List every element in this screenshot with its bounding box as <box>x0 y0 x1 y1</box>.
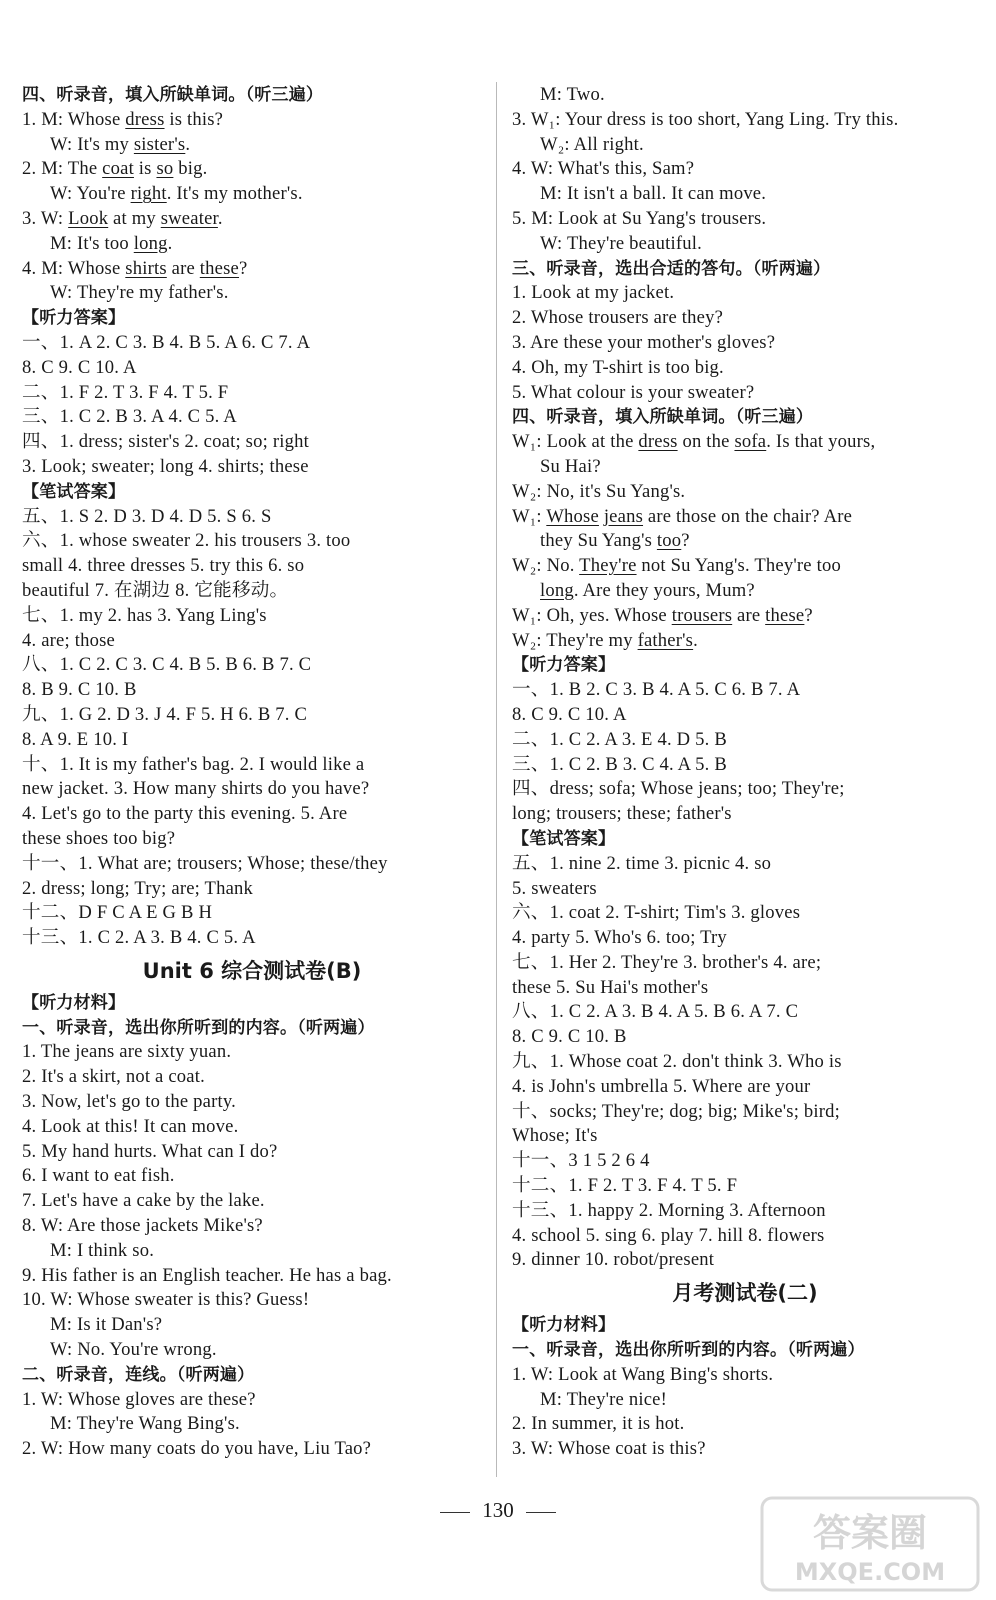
text-line: 十三、1. C 2. A 3. B 4. C 5. A <box>22 927 256 949</box>
text-line: 二、1. F 2. T 3. F 4. T 5. F <box>22 381 229 403</box>
text-line: 3. W₁: Your dress is too short, Yang Ling. Try this. <box>512 108 899 130</box>
text-line: 十一、1. What are; trousers; Whose; these/they <box>22 852 388 874</box>
text-line: 4. school 5. sing 6. play 7. hill 8. flowers <box>512 1224 825 1246</box>
text-line: 六、1. coat 2. T-shirt; Tim's 3. gloves <box>512 902 801 924</box>
text-line: 4. M: Whose shirts are these? <box>22 257 248 279</box>
text-line: 7. Let's have a cake by the lake. <box>22 1190 265 1212</box>
text-line: 1. The jeans are sixty yuan. <box>22 1041 232 1063</box>
text-line: W₂: No. They're not Su Yang's. They're too <box>512 555 841 577</box>
text-line: Su Hai? <box>540 455 601 477</box>
text-line: 8. A 9. E 10. I <box>22 728 129 750</box>
text-line: 4. Let's go to the party this evening. 5. Are <box>22 803 348 825</box>
section-heading: 月考测试卷(二) <box>672 1281 818 1306</box>
text-line: W₁: Whose jeans are those on the chair? Are <box>512 505 853 527</box>
text-line: 九、1. Whose coat 2. don't think 3. Who is <box>512 1051 842 1073</box>
text-line: 2. W: How many coats do you have, Liu Tao? <box>22 1438 372 1460</box>
text-line: M: I think so. <box>50 1239 155 1261</box>
watermark-logo <box>760 1496 980 1592</box>
text-line: W: You're right. It's my mother's. <box>50 183 303 205</box>
text-line: W₁: Oh, yes. Whose trousers are these? <box>512 604 813 626</box>
section-label: 【笔试答案】 <box>512 828 616 849</box>
text-line: 1. Look at my jacket. <box>512 282 675 304</box>
section-label: 四、听录音，填入所缺单词。（听三遍） <box>512 407 814 428</box>
text-line: 8. C 9. C 10. B <box>512 1026 627 1048</box>
text-line: 5. sweaters <box>512 877 597 899</box>
text-line: beautiful 7. 在湖边 8. 它能移动。 <box>22 579 289 601</box>
text-line: 一、1. B 2. C 3. B 4. A 5. C 6. B 7. A <box>512 679 801 701</box>
text-line: 四、dress; sofa; Whose jeans; too; They're; <box>512 778 845 800</box>
page-dash-left <box>440 1512 470 1513</box>
text-line: 九、1. G 2. D 3. J 4. F 5. H 6. B 7. C <box>22 703 308 725</box>
text-line: 10. W: Whose sweater is this? Guess! <box>22 1289 310 1311</box>
text-line: 八、1. C 2. C 3. C 4. B 5. B 6. B 7. C <box>22 654 312 676</box>
text-line: 4. is John's umbrella 5. Where are your <box>512 1075 811 1097</box>
text-line: 3. Now, let's go to the party. <box>22 1091 237 1113</box>
text-line: Whose; It's <box>512 1125 598 1147</box>
text-line: M: They're Wang Bing's. <box>50 1413 240 1435</box>
text-line: 十三、1. happy 2. Morning 3. Afternoon <box>512 1199 826 1221</box>
text-line: 4. are; those <box>22 629 115 651</box>
text-line: W₂: No, it's Su Yang's. <box>512 480 686 502</box>
text-line: W: It's my sister's. <box>50 133 191 155</box>
page-number-text: 130 <box>482 1498 514 1522</box>
text-line: W: They're beautiful. <box>540 232 702 254</box>
text-line: 4. Oh, my T-shirt is too big. <box>512 356 724 378</box>
page-dash-right <box>526 1512 556 1513</box>
text-line: 3. W: Look at my sweater. <box>22 207 223 229</box>
watermark-text-cn: 答案圈 <box>812 1511 928 1555</box>
text-line: 2. It's a skirt, not a coat. <box>22 1066 205 1088</box>
text-line: 8. C 9. C 10. A <box>512 703 627 725</box>
text-line: M: Is it Dan's? <box>50 1314 163 1336</box>
text-line: 8. B 9. C 10. B <box>22 679 137 701</box>
text-line: 十一、3 1 5 2 6 4 <box>512 1150 650 1172</box>
text-line: 1. W: Look at Wang Bing's shorts. <box>512 1363 774 1385</box>
right-column <box>512 83 978 1462</box>
text-line: W₂: They're my father's. <box>512 629 698 651</box>
text-line: 2. Whose trousers are they? <box>512 307 724 329</box>
text-line: they Su Yang's too? <box>540 530 690 552</box>
text-line: these shoes too big? <box>22 827 176 849</box>
text-line: new jacket. 3. How many shirts do you have? <box>22 778 370 800</box>
text-line: M: Two. <box>540 84 605 105</box>
text-line: 3. W: Whose coat is this? <box>512 1438 706 1460</box>
text-line: 三、1. C 2. B 3. C 4. A 5. B <box>512 753 727 775</box>
text-line: 4. W: What's this, Sam? <box>512 158 695 180</box>
text-line: 8. C 9. C 10. A <box>22 356 137 378</box>
section-heading: Unit 6 综合测试卷(B) <box>142 958 362 983</box>
text-line: 2. dress; long; Try; are; Thank <box>22 877 254 899</box>
section-label: 三、听录音，选出合适的答句。（听两遍） <box>512 258 831 279</box>
watermark-text-en: MXQE.COM <box>794 1558 946 1586</box>
text-line: 二、1. C 2. A 3. E 4. D 5. B <box>512 728 727 750</box>
text-line: W: They're my father's. <box>50 282 229 304</box>
section-label: 【笔试答案】 <box>22 481 126 502</box>
text-line: W₁: Look at the dress on the sofa. Is that yours, <box>512 431 876 453</box>
text-line: 一、1. A 2. C 3. B 4. B 5. A 6. C 7. A <box>22 331 311 353</box>
text-line: 9. His father is an English teacher. He has a bag. <box>22 1264 392 1286</box>
section-label: 【听力材料】 <box>512 1315 616 1336</box>
text-line: 五、1. nine 2. time 3. picnic 4. so <box>512 852 772 874</box>
text-line: 五、1. S 2. D 3. D 4. D 5. S 6. S <box>22 505 272 527</box>
text-line: 5. M: Look at Su Yang's trousers. <box>512 207 767 229</box>
column-divider <box>496 82 497 1477</box>
text-line: 七、1. Her 2. They're 3. brother's 4. are; <box>512 951 822 973</box>
section-label: 一、听录音，选出你所听到的内容。（听两遍） <box>512 1340 865 1361</box>
text-line: 十、1. It is my father's bag. 2. I would like a <box>22 753 365 775</box>
text-line: W₂: All right. <box>540 133 644 155</box>
text-line: long; trousers; these; father's <box>512 803 732 825</box>
text-line: 5. My hand hurts. What can I do? <box>22 1140 278 1162</box>
text-line: W: No. You're wrong. <box>50 1339 217 1361</box>
text-line: 三、1. C 2. B 3. A 4. C 5. A <box>22 406 237 428</box>
section-label: 【听力答案】 <box>512 655 616 676</box>
text-line: small 4. three dresses 5. try this 6. so <box>22 555 305 577</box>
text-line: 十二、1. F 2. T 3. F 4. T 5. F <box>512 1175 738 1197</box>
text-line: 六、1. whose sweater 2. his trousers 3. too <box>22 530 351 552</box>
section-label: 【听力材料】 <box>22 992 126 1013</box>
section-label: 四、听录音，填入所缺单词。（听三遍） <box>22 85 324 105</box>
text-line: 十、socks; They're; dog; big; Mike's; bird; <box>512 1100 841 1122</box>
text-line: 四、1. dress; sister's 2. coat; so; right <box>22 431 309 453</box>
text-line: 6. I want to eat fish. <box>22 1165 175 1187</box>
text-line: M: It isn't a ball. It can move. <box>540 183 767 205</box>
left-column <box>22 83 482 1462</box>
text-line: 3. Are these your mother's gloves? <box>512 331 776 353</box>
text-line: 2. M: The coat is so big. <box>22 158 208 180</box>
section-label: 二、听录音，连线。（听两遍） <box>22 1364 255 1385</box>
section-label: 一、听录音，选出你所听到的内容。（听两遍） <box>22 1017 375 1038</box>
text-line: 4. Look at this! It can move. <box>22 1115 239 1137</box>
text-line: 八、1. C 2. A 3. B 4. A 5. B 6. A 7. C <box>512 1001 799 1023</box>
text-line: 3. Look; sweater; long 4. shirts; these <box>22 455 309 477</box>
text-line: long. Are they yours, Mum? <box>540 579 755 601</box>
text-line: 9. dinner 10. robot/present <box>512 1249 715 1271</box>
text-line: 1. M: Whose dress is this? <box>22 108 224 130</box>
text-line: 七、1. my 2. has 3. Yang Ling's <box>22 604 267 626</box>
text-line: M: They're nice! <box>540 1388 668 1410</box>
text-line: these 5. Su Hai's mother's <box>512 976 709 998</box>
text-line: 4. party 5. Who's 6. too; Try <box>512 927 727 949</box>
text-line: M: It's too long. <box>50 232 173 254</box>
text-line: 8. W: Are those jackets Mike's? <box>22 1215 263 1237</box>
section-label: 【听力答案】 <box>22 308 126 329</box>
text-line: 5. What colour is your sweater? <box>512 381 755 403</box>
text-line: 十二、D F C A E G B H <box>22 902 213 924</box>
text-line: 2. In summer, it is hot. <box>512 1413 685 1435</box>
text-line: 1. W: Whose gloves are these? <box>22 1388 256 1410</box>
